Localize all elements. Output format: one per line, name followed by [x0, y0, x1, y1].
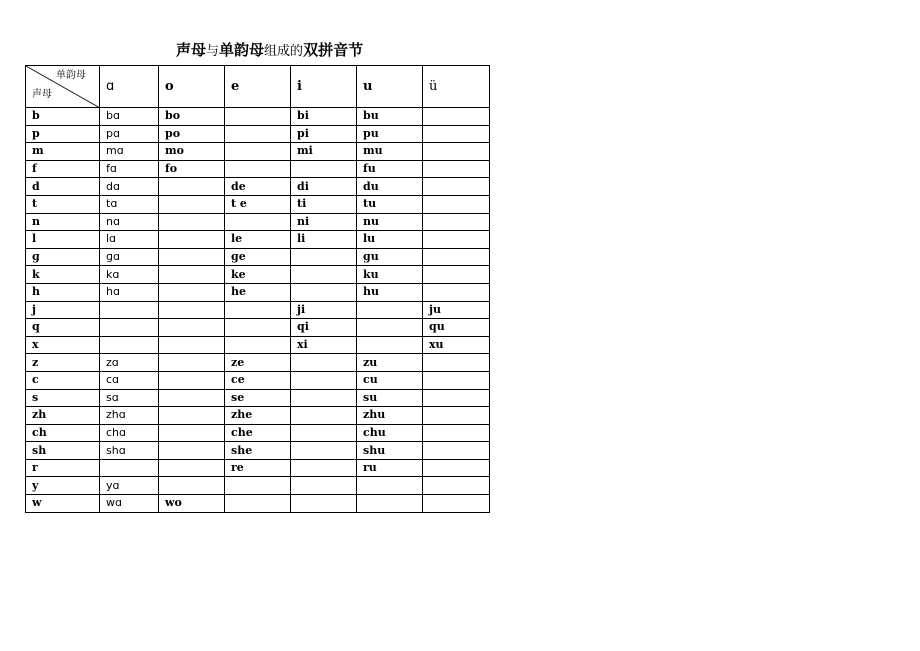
syllable-cell: wo: [159, 495, 225, 513]
initial-cell: b: [26, 108, 100, 126]
syllable-cell: [357, 495, 423, 513]
syllable-cell: zhu: [357, 407, 423, 425]
syllable-cell: [423, 442, 490, 460]
initial-cell: l: [26, 231, 100, 249]
syllable-cell: [291, 459, 357, 477]
syllable-cell: ɡɑ: [100, 248, 159, 266]
syllable-cell: yɑ: [100, 477, 159, 495]
corner-cell: [26, 66, 100, 108]
syllable-cell: [423, 231, 490, 249]
syllable-cell: [159, 266, 225, 284]
syllable-cell: bo: [159, 108, 225, 126]
syllable-cell: [423, 108, 490, 126]
syllable-cell: [423, 143, 490, 161]
header-vowel-a: ɑ: [100, 66, 159, 108]
syllable-cell: [423, 495, 490, 513]
initial-cell: m: [26, 143, 100, 161]
syllable-cell: fɑ: [100, 160, 159, 178]
syllable-cell: lɑ: [100, 231, 159, 249]
syllable-cell: [423, 371, 490, 389]
initial-cell: y: [26, 477, 100, 495]
syllable-cell: hu: [357, 283, 423, 301]
initial-cell: p: [26, 125, 100, 143]
syllable-cell: bi: [291, 108, 357, 126]
syllable-cell: lu: [357, 231, 423, 249]
syllable-cell: [423, 389, 490, 407]
syllable-cell: tu: [357, 195, 423, 213]
syllable-cell: [423, 125, 490, 143]
syllable-cell: chɑ: [100, 424, 159, 442]
initial-cell: s: [26, 389, 100, 407]
syllable-cell: [357, 336, 423, 354]
syllable-cell: [423, 266, 490, 284]
syllable-cell: bu: [357, 108, 423, 126]
table-row: [26, 231, 490, 249]
syllable-cell: ni: [291, 213, 357, 231]
table-row: [26, 495, 490, 513]
syllable-cell: ke: [225, 266, 291, 284]
syllable-cell: [423, 195, 490, 213]
syllable-cell: [291, 424, 357, 442]
syllable-cell: [159, 301, 225, 319]
syllable-cell: [159, 407, 225, 425]
syllable-cell: du: [357, 178, 423, 196]
header-row: [26, 66, 490, 108]
syllable-cell: [225, 301, 291, 319]
table-row: [26, 108, 490, 126]
syllable-cell: zhɑ: [100, 407, 159, 425]
initial-cell: q: [26, 319, 100, 337]
syllable-cell: [291, 495, 357, 513]
syllable-cell: [159, 319, 225, 337]
syllable-cell: [159, 477, 225, 495]
syllable-cell: [423, 407, 490, 425]
initial-cell: sh: [26, 442, 100, 460]
syllable-cell: [159, 459, 225, 477]
syllable-cell: tɑ: [100, 195, 159, 213]
corner-label-initials: 声母: [32, 89, 52, 100]
table-row: [26, 459, 490, 477]
title-part-4: 组成的: [264, 44, 304, 59]
syllable-cell: [159, 371, 225, 389]
initial-cell: f: [26, 160, 100, 178]
initial-cell: k: [26, 266, 100, 284]
syllable-cell: [225, 143, 291, 161]
syllable-cell: bɑ: [100, 108, 159, 126]
syllable-cell: [159, 231, 225, 249]
table-row: [26, 407, 490, 425]
initial-cell: z: [26, 354, 100, 372]
syllable-cell: zɑ: [100, 354, 159, 372]
title-part-2: 与: [206, 44, 220, 59]
table-row: [26, 336, 490, 354]
syllable-cell: [291, 389, 357, 407]
table-row: [26, 178, 490, 196]
syllable-cell: cɑ: [100, 371, 159, 389]
syllable-cell: [291, 371, 357, 389]
syllable-cell: ɡu: [357, 248, 423, 266]
syllable-cell: mɑ: [100, 143, 159, 161]
table-row: [26, 477, 490, 495]
table-row: [26, 424, 490, 442]
syllable-cell: he: [225, 283, 291, 301]
syllable-cell: [159, 213, 225, 231]
table-row: [26, 301, 490, 319]
syllable-cell: [357, 477, 423, 495]
table-row: [26, 213, 490, 231]
syllable-cell: zu: [357, 354, 423, 372]
syllable-cell: [357, 319, 423, 337]
syllable-cell: [291, 248, 357, 266]
syllable-cell: mu: [357, 143, 423, 161]
syllable-cell: cu: [357, 371, 423, 389]
table-row: [26, 125, 490, 143]
table-row: [26, 389, 490, 407]
header-vowel-i: i: [291, 66, 357, 108]
syllable-cell: re: [225, 459, 291, 477]
syllable-cell: [357, 301, 423, 319]
table-row: [26, 354, 490, 372]
syllable-cell: ju: [423, 301, 490, 319]
syllable-cell: [100, 319, 159, 337]
syllable-cell: [159, 283, 225, 301]
syllable-cell: [291, 477, 357, 495]
initial-cell: j: [26, 301, 100, 319]
syllable-cell: [225, 319, 291, 337]
syllable-cell: [225, 213, 291, 231]
table-row: [26, 195, 490, 213]
initial-cell: r: [26, 459, 100, 477]
syllable-cell: she: [225, 442, 291, 460]
syllable-cell: [423, 477, 490, 495]
syllable-cell: [423, 213, 490, 231]
syllable-cell: li: [291, 231, 357, 249]
syllable-cell: zhe: [225, 407, 291, 425]
table-row: [26, 319, 490, 337]
syllable-cell: [423, 178, 490, 196]
table-row: [26, 266, 490, 284]
syllable-cell: [423, 424, 490, 442]
syllable-cell: [423, 283, 490, 301]
syllable-cell: fu: [357, 160, 423, 178]
syllable-table: [25, 65, 490, 513]
syllable-cell: chu: [357, 424, 423, 442]
syllable-cell: mi: [291, 143, 357, 161]
initial-cell: w: [26, 495, 100, 513]
syllable-cell: [291, 160, 357, 178]
syllable-cell: hɑ: [100, 283, 159, 301]
syllable-cell: [291, 266, 357, 284]
initial-cell: ch: [26, 424, 100, 442]
syllable-cell: dɑ: [100, 178, 159, 196]
syllable-cell: [423, 459, 490, 477]
syllable-cell: [225, 108, 291, 126]
syllable-cell: de: [225, 178, 291, 196]
syllable-cell: ku: [357, 266, 423, 284]
initial-cell: n: [26, 213, 100, 231]
syllable-cell: su: [357, 389, 423, 407]
syllable-cell: ti: [291, 195, 357, 213]
syllable-cell: fo: [159, 160, 225, 178]
syllable-cell: le: [225, 231, 291, 249]
syllable-cell: ru: [357, 459, 423, 477]
table-row: [26, 248, 490, 266]
syllable-cell: ɡe: [225, 248, 291, 266]
syllable-cell: kɑ: [100, 266, 159, 284]
header-vowel-v: ü: [423, 66, 490, 108]
initial-cell: zh: [26, 407, 100, 425]
syllable-cell: [423, 354, 490, 372]
syllable-cell: [291, 442, 357, 460]
corner-label-finals: 单韵母: [56, 70, 86, 81]
syllable-cell: [423, 160, 490, 178]
syllable-cell: [159, 248, 225, 266]
syllable-cell: mo: [159, 143, 225, 161]
syllable-cell: xu: [423, 336, 490, 354]
syllable-cell: [225, 336, 291, 354]
syllable-cell: sɑ: [100, 389, 159, 407]
syllable-cell: qu: [423, 319, 490, 337]
syllable-cell: [225, 160, 291, 178]
table-row: [26, 371, 490, 389]
header-vowel-u: u: [357, 66, 423, 108]
initial-cell: h: [26, 283, 100, 301]
header-vowel-e: e: [225, 66, 291, 108]
syllable-cell: [100, 459, 159, 477]
syllable-cell: [291, 407, 357, 425]
title-part-3: 单韵母: [219, 41, 265, 59]
syllable-cell: [159, 424, 225, 442]
initial-cell: d: [26, 178, 100, 196]
syllable-cell: [100, 301, 159, 319]
syllable-cell: pu: [357, 125, 423, 143]
header-vowel-o: o: [159, 66, 225, 108]
syllable-cell: [225, 477, 291, 495]
syllable-cell: [291, 354, 357, 372]
syllable-cell: [159, 195, 225, 213]
syllable-cell: nɑ: [100, 213, 159, 231]
initial-cell: x: [26, 336, 100, 354]
title-part-1: 声母: [176, 41, 207, 59]
syllable-cell: [291, 283, 357, 301]
syllable-cell: ji: [291, 301, 357, 319]
syllable-cell: [159, 389, 225, 407]
title-part-5: 双拼音节: [303, 41, 364, 59]
syllable-cell: [225, 125, 291, 143]
initial-cell: t: [26, 195, 100, 213]
syllable-cell: po: [159, 125, 225, 143]
syllable-cell: ce: [225, 371, 291, 389]
syllable-cell: qi: [291, 319, 357, 337]
syllable-cell: [159, 178, 225, 196]
syllable-cell: wɑ: [100, 495, 159, 513]
syllable-cell: nu: [357, 213, 423, 231]
syllable-cell: se: [225, 389, 291, 407]
syllable-cell: pɑ: [100, 125, 159, 143]
syllable-cell: [100, 336, 159, 354]
syllable-cell: [423, 248, 490, 266]
syllable-cell: shu: [357, 442, 423, 460]
syllable-cell: [159, 442, 225, 460]
syllable-cell: che: [225, 424, 291, 442]
syllable-cell: ze: [225, 354, 291, 372]
syllable-cell: [225, 495, 291, 513]
initial-cell: c: [26, 371, 100, 389]
table-row: [26, 143, 490, 161]
initial-cell: ɡ: [26, 248, 100, 266]
syllable-cell: xi: [291, 336, 357, 354]
syllable-cell: t e: [225, 195, 291, 213]
syllable-cell: pi: [291, 125, 357, 143]
table-row: [26, 283, 490, 301]
table-row: [26, 442, 490, 460]
syllable-cell: [159, 354, 225, 372]
syllable-cell: shɑ: [100, 442, 159, 460]
syllable-cell: di: [291, 178, 357, 196]
table-row: [26, 160, 490, 178]
syllable-cell: [159, 336, 225, 354]
